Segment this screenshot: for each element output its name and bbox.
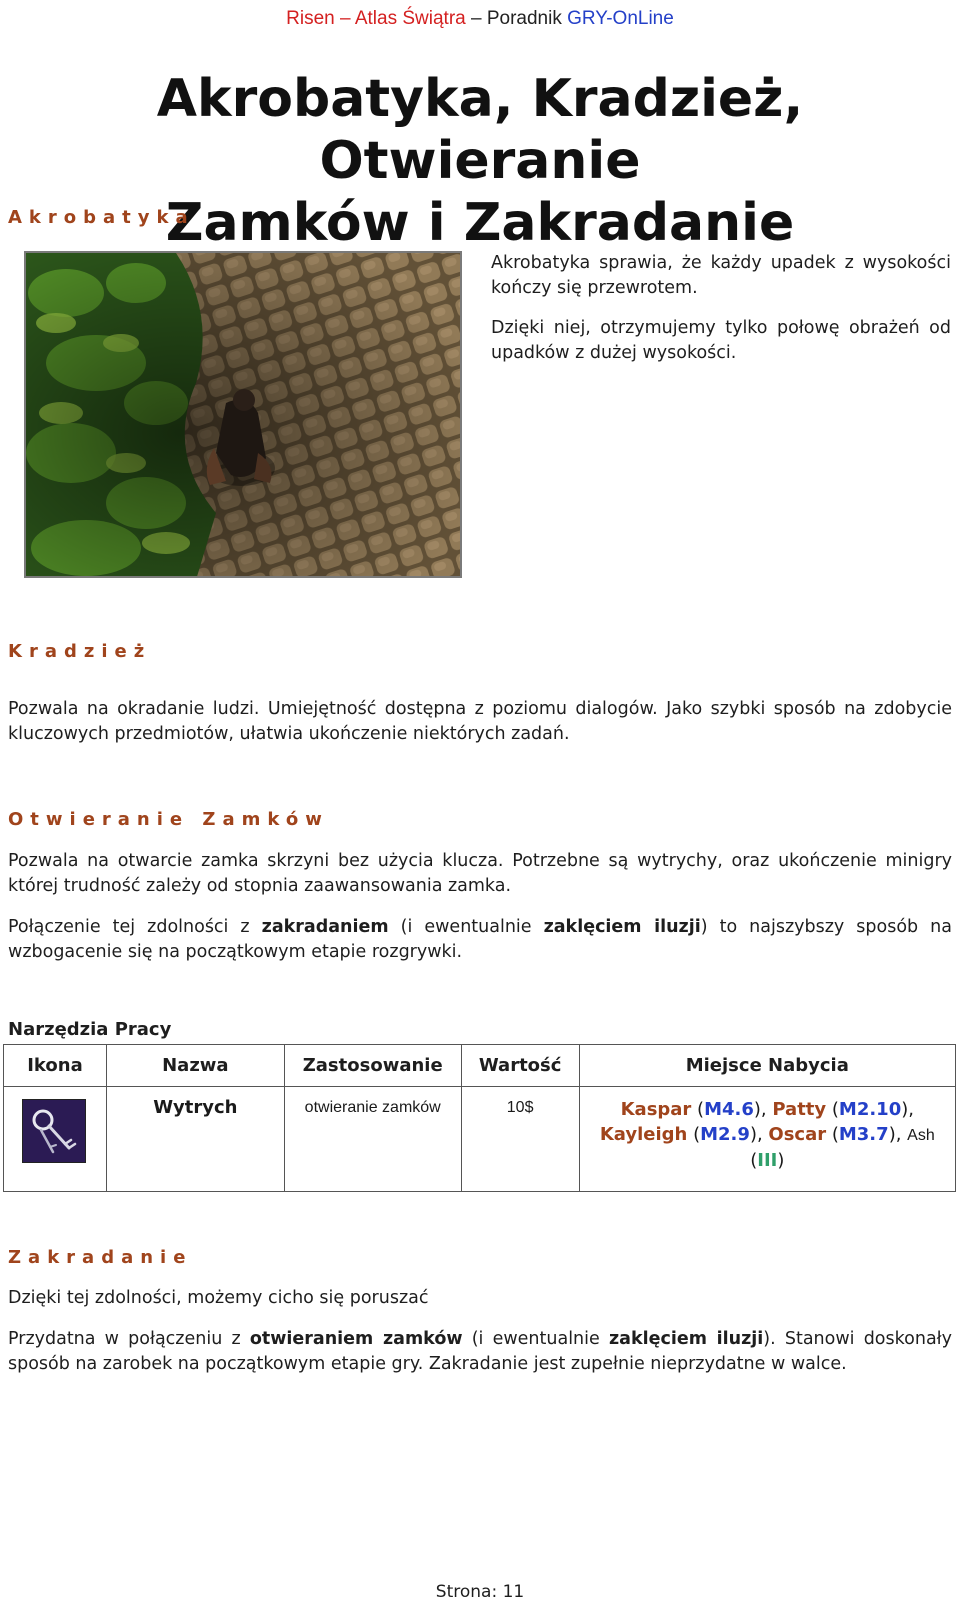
tool-name: Wytrych [106, 1087, 284, 1192]
map-location: M2.10 [838, 1099, 902, 1120]
icon-cell [4, 1087, 107, 1192]
table-header-row [4, 1045, 956, 1087]
section-heading-kradziez: Kradzież [8, 641, 152, 662]
paragraph: Pozwala na okradanie ludzi. Umiejętność dostępna z poziomu dialogów. Jako szybki sposób na zdobycie kluczowych przedmiotów, ułatwia ukończenie niektórych zadań. [8, 699, 952, 744]
map-location: M3.7 [838, 1124, 889, 1145]
emphasis: zaklęciem iluzji [608, 1329, 764, 1349]
table-row [4, 1087, 956, 1192]
emphasis: zaklęciem iluzji [543, 917, 701, 937]
paragraph: Dzięki tej zdolności, możemy cicho się poruszać [8, 1288, 429, 1308]
paragraph: Dzięki niej, otrzymujemy tylko połowę obrażeń od upadków z dużej wysokości. [491, 318, 951, 363]
header-publisher: GRY-OnLine [567, 8, 674, 29]
emphasis: zakradaniem [261, 917, 389, 937]
merchant-name: Kayleigh [599, 1124, 688, 1145]
tool-value: 10$ [461, 1087, 579, 1192]
merchant-name: Oscar [768, 1124, 827, 1145]
column-header: Ikona [4, 1045, 107, 1087]
tools-table [3, 1044, 956, 1192]
tool-purchase-places: Kaspar (M4.6), Patty (M2.10), Kayleigh (M2.9), Oscar (M3.7), Ash (III) [579, 1087, 955, 1192]
acrobatics-screenshot [24, 251, 462, 578]
paragraph: Połączenie tej zdolności z zakradaniem (i ewentualnie zaklęciem iluzji) to najszybszy sposób na wzbogacenie się na początkowym etapie rozgrywki. [8, 917, 952, 962]
page-number: Strona: 11 [435, 1582, 525, 1602]
page-header [0, 8, 960, 30]
header-separator: – [471, 8, 482, 29]
page-title-line2: Zamków i Zakradanie [165, 193, 795, 253]
section-heading-otwieranie-zamkow: Otwieranie Zamków [8, 809, 329, 830]
emphasis: otwieraniem zamków [249, 1329, 463, 1349]
header-game-title: Risen [286, 8, 335, 29]
acrobatics-description [491, 251, 951, 366]
map-location: III [757, 1150, 778, 1171]
merchant-name: Ash [907, 1127, 935, 1144]
map-location: M2.9 [700, 1124, 750, 1145]
merchant-name: Kaspar [620, 1099, 692, 1120]
map-location: M4.6 [704, 1099, 754, 1120]
lockpick-icon [22, 1099, 86, 1163]
paragraph: Akrobatyka sprawia, że każdy upadek z wysokości kończy się przewrotem. [491, 253, 951, 298]
column-header: Nazwa [106, 1045, 284, 1087]
paragraph: Przydatna w połączeniu z otwieraniem zamków (i ewentualnie zaklęciem iluzji). Stanowi doskonały sposób na zarobek na początkowym etapie gry. Zakradanie jest zupełnie nieprzydatne w walce. [8, 1329, 952, 1374]
column-header: Miejsce Nabycia [579, 1045, 955, 1087]
header-separator: – [340, 8, 351, 29]
acrobatics-screenshot-art [26, 253, 462, 578]
tools-heading: Narzędzia Pracy [8, 1019, 172, 1040]
column-header: Zastosowanie [284, 1045, 461, 1087]
section-heading-zakradanie: Zakradanie [8, 1247, 193, 1268]
merchant-name: Patty [772, 1099, 827, 1120]
column-header: Wartość [461, 1045, 579, 1087]
header-guide-label: Poradnik [486, 8, 562, 29]
lockpick-icon-art [23, 1100, 85, 1162]
section-heading-akrobatyka: Akrobatyka [8, 207, 195, 228]
tool-use: otwieranie zamków [284, 1087, 461, 1192]
paragraph: Pozwala na otwarcie zamka skrzyni bez użycia klucza. Potrzebne są wytrychy, oraz ukończenie minigry której trudność zależy od stopnia zaawansowania zamka. [8, 851, 952, 896]
page-title-line1: Akrobatyka, Kradzież, Otwieranie [156, 69, 804, 191]
header-section-title: Atlas Świątra [354, 8, 466, 29]
